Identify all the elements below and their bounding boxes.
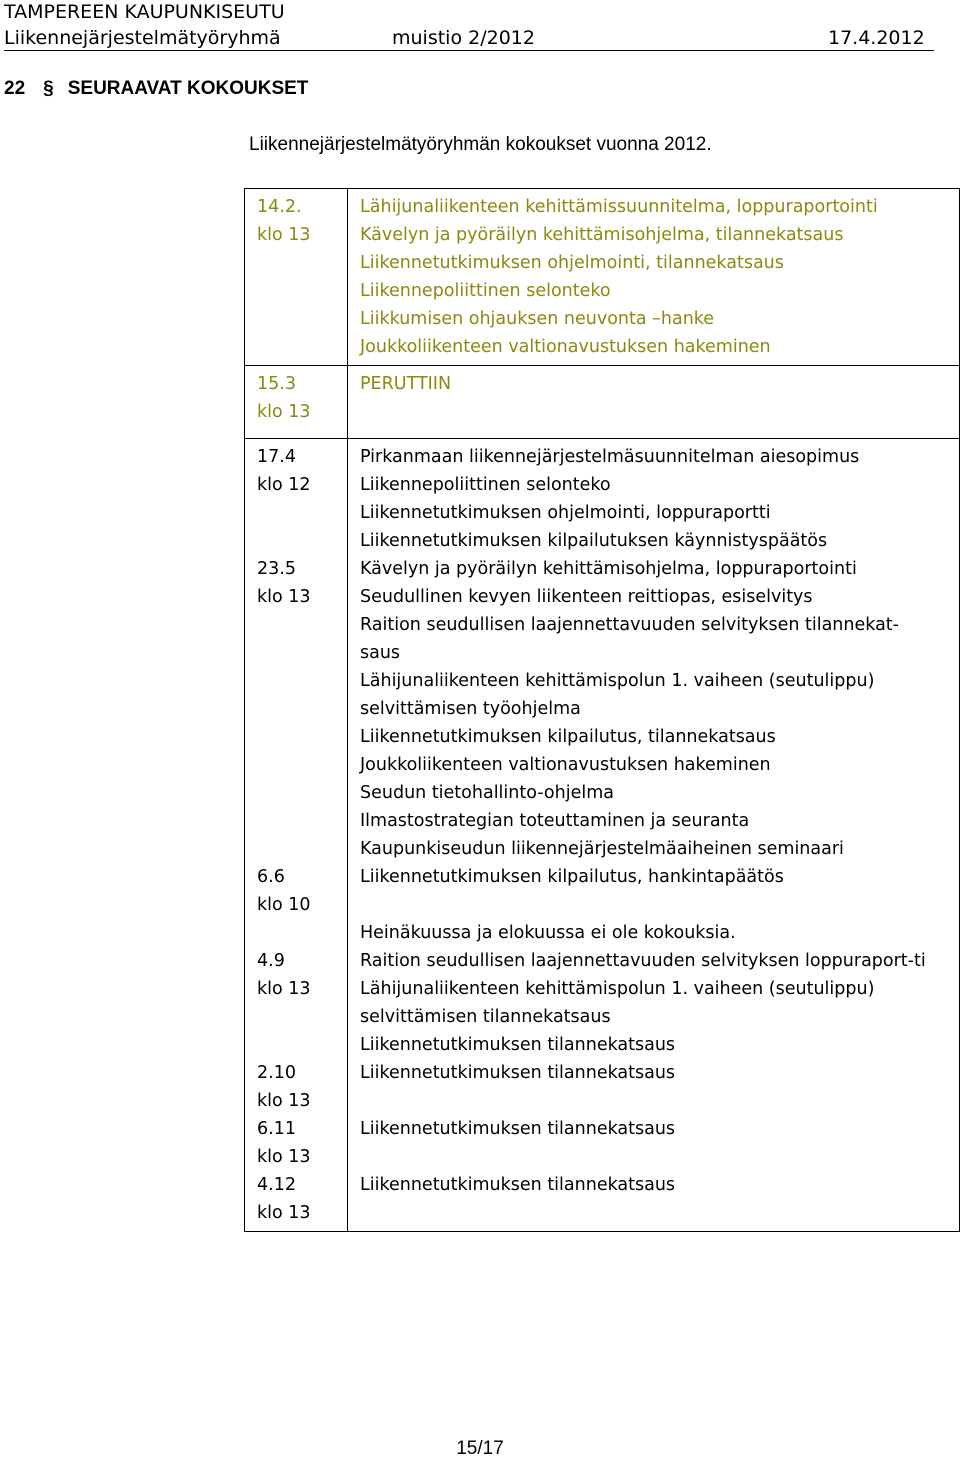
agenda-item: Liikennetutkimuksen kilpailutus, hankintapäätös [360, 867, 784, 887]
meeting-time: klo 13 [257, 1091, 311, 1111]
agenda-item: Lähijunaliikenteen kehittämispolun 1. vaiheen (seutulippu) selvittämisen tilannekatsaus [360, 979, 875, 1027]
agenda-item: PERUTTIIN [360, 374, 452, 394]
agenda-item: Raition seudullisen laajennettavuuden selvityksen tilannekat-saus [360, 615, 899, 663]
agenda-item: Joukkoliikenteen valtionavustuksen hakeminen [360, 755, 771, 775]
agenda-item: Liikennetutkimuksen tilannekatsaus [360, 1119, 676, 1139]
meeting-time: klo 10 [257, 895, 311, 915]
agenda-item: Kävelyn ja pyöräilyn kehittämisohjelma, tilannekatsaus [360, 225, 844, 245]
meeting-date-cell [245, 189, 348, 366]
agenda-item: Seudun tietohallinto-ohjelma [360, 783, 614, 803]
agenda-item: Liikennetutkimuksen tilannekatsaus [360, 1063, 676, 1083]
meeting-date: 6.6 [257, 867, 285, 887]
agenda-item: Seudullinen kevyen liikenteen reittiopas, esiselvitys [360, 587, 813, 607]
meeting-time: klo 13 [257, 1203, 311, 1223]
agenda-item: Liikennetutkimuksen tilannekatsaus [360, 1175, 676, 1195]
meeting-time: klo 13 [257, 587, 311, 607]
section-title-text: SEURAAVAT KOKOUKSET [67, 78, 309, 99]
agenda-item: Liikennetutkimuksen tilannekatsaus [360, 1035, 676, 1055]
meeting-date: 23.5 [257, 559, 296, 579]
meeting-date: 15.3 [257, 374, 296, 394]
meeting-time: klo 12 [257, 475, 311, 495]
agenda-item: Pirkanmaan liikennejärjestelmäsuunnitelman aiesopimus [360, 447, 860, 467]
page-number: 15/17 [456, 1438, 504, 1459]
group-name: Liikennejärjestelmätyöryhmä [4, 27, 281, 49]
section-title-icon: § [43, 78, 54, 99]
header-meta-line [4, 24, 934, 51]
intro-text: Liikennejärjestelmätyöryhmän kokoukset vuonna 2012. [249, 134, 712, 155]
agenda-item: Lähijunaliikenteen kehittämissuunnitelma, loppuraportointi [360, 197, 878, 217]
agenda-item: Liikennetutkimuksen kilpailutus, tilannekatsaus [360, 727, 776, 747]
meeting-date-cell [245, 366, 348, 439]
meeting-items-cell [348, 439, 960, 1232]
agenda-item: Liikennepoliittinen selonteko [360, 281, 611, 301]
agenda-item: Joukkoliikenteen valtionavustuksen hakeminen [360, 337, 771, 357]
meeting-row [245, 439, 960, 1232]
agenda-item: Lähijunaliikenteen kehittämispolun 1. vaiheen (seutulippu) selvittämisen työohjelma [360, 671, 875, 719]
meeting-date: 6.11 [257, 1119, 296, 1139]
meeting-time: klo 13 [257, 979, 311, 999]
memo-number: muistio 2/2012 [392, 27, 535, 49]
agenda-item: Liikkumisen ohjauksen neuvonta –hanke [360, 309, 715, 329]
meeting-schedule-table [244, 188, 960, 1232]
meeting-date: 2.10 [257, 1063, 296, 1083]
section-heading [4, 78, 308, 100]
agenda-item: Kävelyn ja pyöräilyn kehittämisohjelma, loppuraportointi [360, 559, 857, 579]
organization-name: TAMPEREEN KAUPUNKISEUTU [4, 1, 285, 23]
agenda-item: Kaupunkiseudun liikennejärjestelmäaiheinen seminaari [360, 839, 844, 859]
meeting-date-cell [245, 439, 348, 1232]
section-number: 22 [4, 78, 26, 99]
agenda-item: Raition seudullisen laajennettavuuden selvityksen loppuraport-ti [360, 951, 926, 971]
memo-date: 17.4.2012 [828, 27, 925, 49]
agenda-item: Liikennetutkimuksen kilpailutuksen käynnistyspäätös [360, 531, 828, 551]
meeting-time: klo 13 [257, 402, 311, 422]
agenda-item: Ilmastostrategian toteuttaminen ja seuranta [360, 811, 750, 831]
agenda-item: Liikennetutkimuksen ohjelmointi, loppuraportti [360, 503, 771, 523]
agenda-item: Liikennetutkimuksen ohjelmointi, tilannekatsaus [360, 253, 784, 273]
meeting-date: 17.4 [257, 447, 296, 467]
meeting-date: 4.9 [257, 951, 285, 971]
meeting-items-cell [348, 189, 960, 366]
meeting-date: 14.2. [257, 197, 302, 217]
meeting-row [245, 189, 960, 366]
meeting-items-cell [348, 366, 960, 439]
meeting-time: klo 13 [257, 1147, 311, 1167]
meeting-time: klo 13 [257, 225, 311, 245]
page-header [4, 0, 934, 51]
agenda-item: Liikennepoliittinen selonteko [360, 475, 611, 495]
meeting-date: 4.12 [257, 1175, 296, 1195]
meeting-row [245, 366, 960, 439]
meeting-note: Heinäkuussa ja elokuussa ei ole kokouksia. [360, 923, 736, 943]
